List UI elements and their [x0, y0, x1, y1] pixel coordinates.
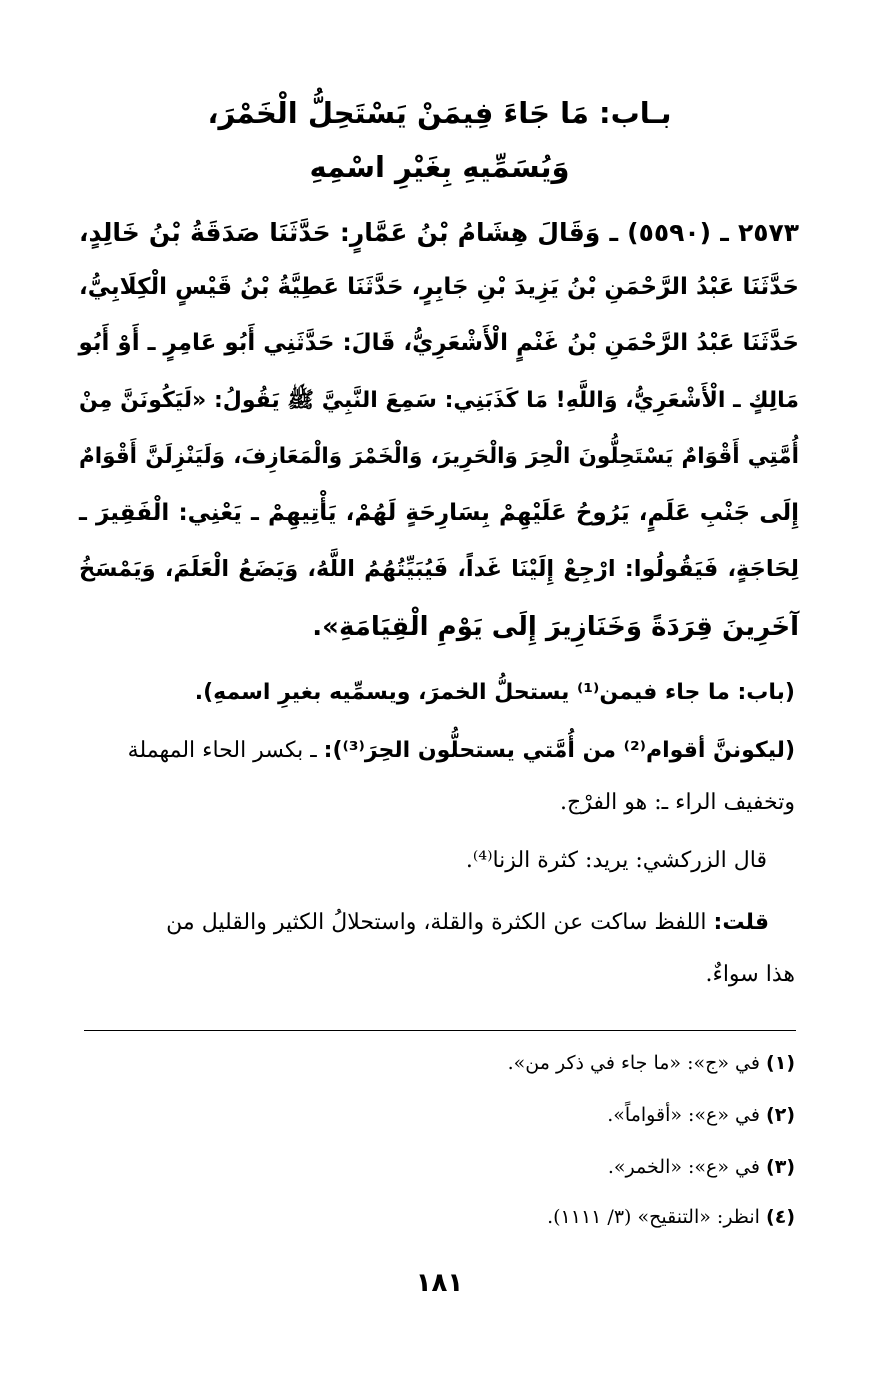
footnote-text: في «ج»: «ما جاء في ذكر من».: [507, 1052, 760, 1074]
commentary-chapter-heading: (باب: ما جاء فيمن⁽¹⁾ يستحلُّ الخمرَ، ويسمِّيه بغيرِ اسمهِ).: [194, 680, 795, 705]
chapter-title-line-1: بـاب: مَا جَاءَ فِيمَنْ يَسْتَحِلُّ الْخَمْرَ،: [207, 96, 672, 130]
chapter-title-line-2: وَيُسَمِّيهِ بِغَيْرِ اسْمِهِ: [309, 150, 570, 184]
hadith-line: مَالِكٍ ـ الْأَشْعَرِيُّ، وَاللَّهِ! مَا كَذَبَنِي: سَمِعَ النَّبِيَّ ﷺ يَقُولُ: «لَيَكُونَنَّ مِنْ: [79, 388, 799, 413]
page-number: ١٨١: [415, 1268, 464, 1298]
hadith-line: أُمَّتِي أَقْوَامٌ يَسْتَحِلُّونَ الْحِرَ وَالْحَرِيرَ، وَالْخَمْرَ وَالْمَعَازِفَ، وَلَيَنْزِلَنَّ أَقْوَامٌ: [79, 444, 799, 469]
footnote-number: (٤): [766, 1206, 795, 1228]
footnote-number: (٣): [766, 1156, 795, 1178]
hadith-line: حَدَّثَنَا عَبْدُ الرَّحْمَنِ بْنُ غَنْمٍ الْأَشْعَرِيُّ، قَالَ: حَدَّثَنِي أَبُو عَامِرٍ ـ أَوْ أَبُو: [78, 330, 799, 356]
footnote-number: (١): [766, 1052, 795, 1074]
footnote: [81, 1104, 795, 1126]
footnote: [81, 1156, 795, 1178]
footnote-number: (٢): [766, 1104, 795, 1126]
hadith-line: لِحَاجَةٍ، فَيَقُولُوا: ارْجِعْ إِلَيْنَا غَداً، فَيُبَيِّتُهُمُ اللَّهُ، وَيَضَعُ الْعَلَمَ، وَيَمْسَخُ: [79, 556, 799, 582]
hadith-line: حَدَّثَنَا عَبْدُ الرَّحْمَنِ بْنُ يَزِيدَ بْنِ جَابِرٍ، حَدَّثَنَا عَطِيَّةُ بْنُ قَيْسٍ الْكِلَابِيُّ،: [79, 274, 799, 300]
footnote: [81, 1052, 795, 1074]
footnote-text: انظر: «التنقيح» (٣/ ١١١١).: [547, 1206, 760, 1228]
footnote-text: في «ع»: «أقواماً».: [607, 1104, 760, 1126]
commentary-text-line: هذا سواءٌ.: [705, 962, 795, 987]
commentary-text: اللفظ ساكت عن الكثرة والقلة، واستحلالُ الكثير والقليل من: [166, 910, 714, 935]
commentary-lemma: (ليكوننَّ أقوام⁽²⁾ من أُمَّتي يستحلُّون الحِرَ⁽³⁾):: [323, 738, 795, 763]
hadith-line: آخَرِينَ قِرَدَةً وَخَنَازِيرَ إِلَى يَوْمِ الْقِيَامَةِ».: [312, 612, 799, 642]
commentary-paragraph-1: [81, 738, 795, 763]
footnote-text: في «ع»: «الخمر».: [607, 1156, 760, 1178]
commentary-text: ـ بكسر الحاء المهملة: [127, 738, 324, 763]
commentary-lemma: قلت:: [713, 910, 769, 935]
footnote-divider: [84, 1030, 796, 1031]
hadith-line: ٢٥٧٣ ـ (٥٥٩٠) ـ وَقَالَ هِشَامُ بْنُ عَمَّارٍ: حَدَّثَنَا صَدَقَةُ بْنُ خَالِدٍ،: [79, 218, 799, 247]
hadith-line: إِلَى جَنْبِ عَلَمٍ، يَرُوحُ عَلَيْهِمْ بِسَارِحَةٍ لَهُمْ، يَأْتِيهِمْ ـ يَعْنِي: الْفَقِيرَ ـ: [79, 500, 799, 526]
commentary-text-line: وتخفيف الراء ـ: هو الفرْج.: [560, 790, 795, 815]
commentary-paragraph-3: [55, 910, 769, 935]
footnote: [81, 1206, 795, 1228]
commentary-paragraph-2: قال الزركشي: يريد: كثرة الزنا⁽⁴⁾.: [465, 848, 767, 873]
